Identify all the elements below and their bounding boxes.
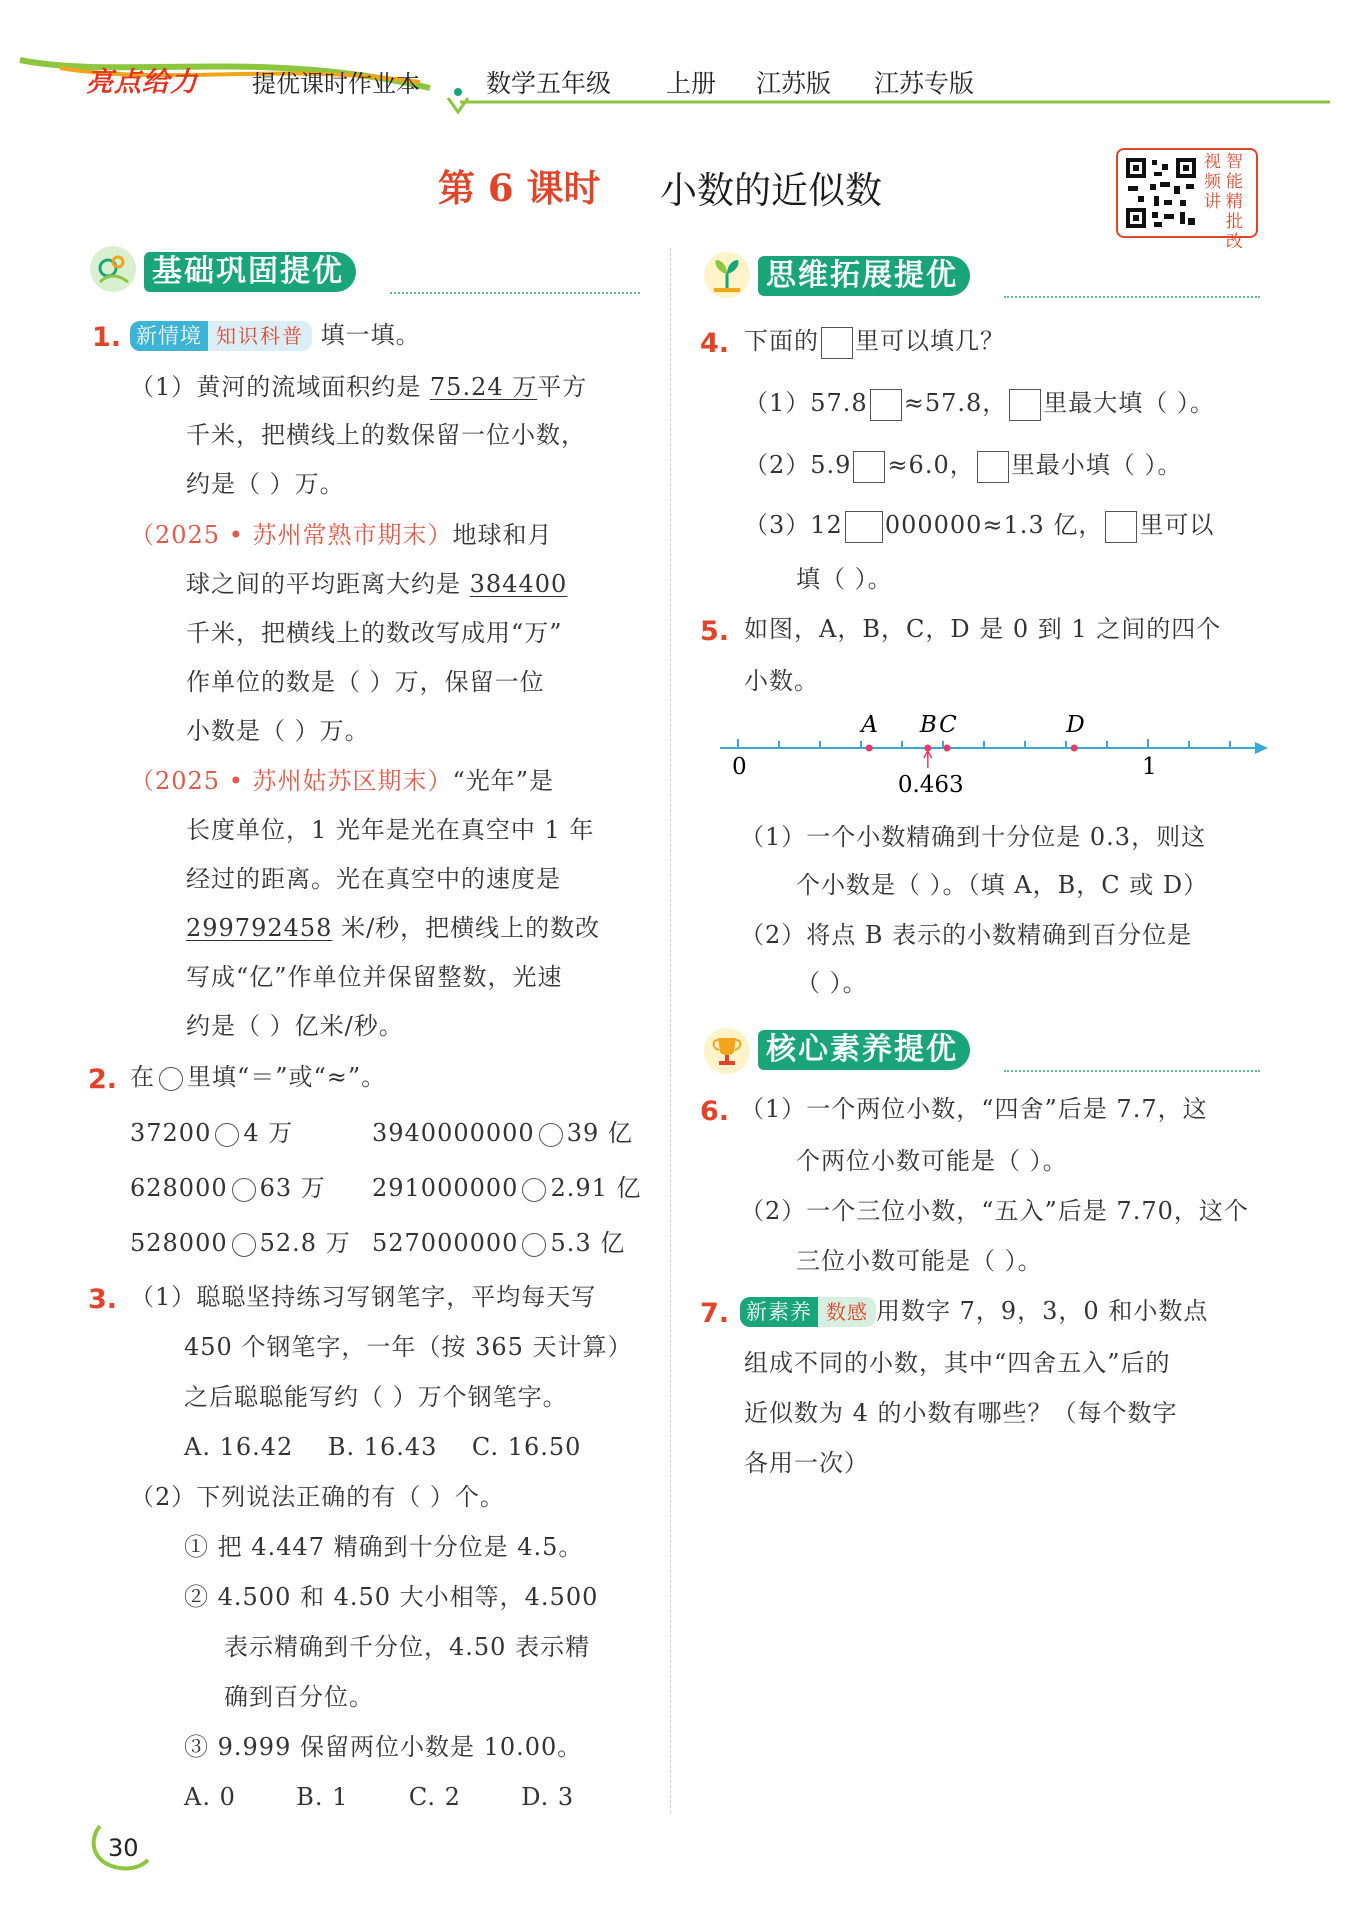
section-basic-rule [390, 292, 640, 294]
q5-part1-line2: 个小数是（ ）。（填 A，B，C 或 D） [796, 871, 1209, 899]
answer-box[interactable] [1105, 511, 1137, 543]
q7-line3: 近似数为 4 的小数有哪些？（每个数字 [744, 1399, 1178, 1427]
section-basic-title: 基础巩固提优 [144, 252, 356, 292]
number-line-point-label: D [1066, 712, 1085, 738]
answer-circle[interactable] [159, 1067, 183, 1091]
q1-part1-line1: （1）黄河的流域面积约是 75.24 万平方 [130, 373, 588, 401]
q3-part1-line3: 之后聪聪能写约（ ）万个钢笔字。 [184, 1383, 568, 1411]
number-line [720, 704, 1270, 814]
question-7-number: 7. [700, 1298, 730, 1329]
q4-part1: （1）57.8 ≈57.8， 里最大填（ ）。 [744, 388, 1215, 421]
q4-part3-line2: 填（ ）。 [796, 565, 893, 593]
number-line-point-label: C [939, 712, 957, 738]
lesson-number: 第 6 课时 [438, 166, 601, 210]
q1-part2-line2: 球之间的平均距离大约是 384400 [186, 570, 568, 598]
tag-new-literacy: 新素养 [740, 1297, 818, 1327]
number-line-point [866, 745, 873, 752]
q1-part3-line6: 约是（ ）亿米/秒。 [186, 1012, 404, 1040]
number-line-point [944, 745, 951, 752]
number-line-point-label: B [919, 712, 937, 738]
q7-line2: 组成不同的小数，其中“四舍五入”后的 [744, 1349, 1171, 1377]
qr-panel[interactable] [1116, 148, 1258, 252]
q2-row1-left: 37200 4 万 [130, 1119, 294, 1147]
q3-statement-1: ① 把 4.447 精确到十分位是 4.5。 [184, 1533, 584, 1561]
tag-knowledge: 知识科普 [208, 321, 312, 351]
q1-part3-line5: 写成“亿”作单位并保留整数，光速 [186, 963, 563, 991]
question-2-prompt: 在 里填“＝”或“≈”。 [130, 1063, 387, 1091]
section-thinking-rule [1004, 296, 1260, 298]
sprout-icon [704, 252, 750, 298]
answer-box[interactable] [845, 511, 883, 543]
seedling-gear-icon [90, 246, 136, 292]
q6-part2-line2: 三位小数可能是（ ）。 [796, 1247, 1043, 1275]
question-5-number: 5. [700, 616, 730, 647]
question-2-number: 2. [88, 1064, 118, 1095]
page-number: 30 [108, 1834, 139, 1862]
brand-title: 亮点给力 [86, 67, 198, 98]
answer-circle[interactable] [232, 1233, 256, 1257]
edition-label: 江苏版 [756, 69, 832, 98]
q1-part3-line1: （2025 • 苏州姑苏区期末）“光年”是 [130, 767, 555, 795]
q1-part1-line2: 千米，把横线上的数保留一位小数， [186, 421, 586, 449]
tag-number-sense: 数感 [818, 1297, 876, 1327]
q2-row3-right: 527000000 5.3 亿 [372, 1229, 626, 1257]
q7-line4: 各用一次） [744, 1449, 869, 1477]
qr-label-left: 视频讲 智能精批改 [1204, 152, 1243, 252]
answer-circle[interactable] [522, 1233, 546, 1257]
question-3-number: 3. [88, 1284, 118, 1315]
question-1-number: 1. [92, 322, 122, 353]
q5-part2-line2: （ ）。 [796, 969, 868, 997]
q3-statement-3: ③ 9.999 保留两位小数是 10.00。 [184, 1733, 583, 1761]
q1-part1-line3: 约是（ ）万。 [186, 470, 345, 498]
q5-part2-line1: （2）将点 B 表示的小数精确到百分位是 [740, 921, 1193, 949]
q2-row2-right: 291000000 2.91 亿 [372, 1174, 642, 1202]
special-label: 江苏专版 [874, 69, 975, 98]
question-4-prompt: 下面的 里可以填几？ [744, 326, 1005, 359]
question-6-number: 6. [700, 1096, 730, 1127]
question-1-prompt: 新情境 知识科普 填一填。 [130, 320, 421, 351]
q2-row3-left: 528000 52.8 万 [130, 1229, 351, 1257]
q7-line1: 新素养 数感 用数字 7，9，3，0 和小数点 [740, 1296, 1208, 1327]
q1-part3-line3: 经过的距离。光在真空中的速度是 [186, 865, 561, 893]
answer-box[interactable] [870, 389, 902, 421]
number-line-end-label: 1 [1142, 754, 1157, 780]
section-core-rule [1004, 1070, 1260, 1072]
q3-part2-options: A. 0 B. 1 C. 2 D. 3 [184, 1783, 575, 1811]
number-line-point-label: A [861, 712, 878, 738]
grade-label: 数学五年级 [486, 69, 612, 98]
q3-part1-line1: （1）聪聪坚持练习写钢笔字，平均每天写 [130, 1283, 597, 1311]
answer-box[interactable] [1009, 389, 1041, 421]
q1-part3-line2: 长度单位，1 光年是光在真空中 1 年 [186, 816, 595, 844]
q5-line1: 如图，A，B，C，D 是 0 到 1 之间的四个 [744, 615, 1222, 643]
series-title: 提优课时作业本 [252, 70, 420, 98]
q4-part3: （3）12 000000≈1.3 亿， 里可以 [744, 510, 1214, 543]
q5-part1-line1: （1）一个小数精确到十分位是 0.3，则这 [740, 823, 1207, 851]
section-thinking-title: 思维拓展提优 [758, 256, 970, 296]
column-divider [670, 248, 671, 1813]
qr-code-icon[interactable] [1124, 156, 1198, 230]
number-line-start-label: 0 [732, 754, 747, 780]
q3-part1-options: A. 16.42 B. 16.43 C. 16.50 [184, 1433, 582, 1461]
answer-box[interactable] [821, 327, 853, 359]
answer-circle[interactable] [232, 1178, 256, 1202]
q1-part3-line4: 299792458 米/秒，把横线上的数改 [186, 914, 601, 942]
q3-statement-2-line1: ② 4.500 和 4.50 大小相等，4.500 [184, 1583, 599, 1611]
q2-row2-left: 628000 63 万 [130, 1174, 326, 1202]
volume-label: 上册 [666, 69, 717, 98]
trophy-icon [704, 1028, 750, 1074]
answer-circle[interactable] [539, 1123, 563, 1147]
section-core-title: 核心素养提优 [758, 1030, 970, 1070]
number-line-arrow [1255, 742, 1268, 754]
q6-part2-line1: （2）一个三位小数，“五入”后是 7.70，这个 [740, 1197, 1249, 1225]
answer-circle[interactable] [522, 1178, 546, 1202]
q3-part1-line2: 450 个钢笔字，一年（按 365 天计算） [184, 1333, 633, 1361]
number-line-point [1071, 745, 1078, 752]
q6-part1-line2: 个两位小数可能是（ ）。 [796, 1147, 1068, 1175]
q3-statement-2-line3: 确到百分位。 [224, 1683, 374, 1711]
question-4-number: 4. [700, 328, 730, 359]
q1-part2-line1: （2025 • 苏州常熟市期末）地球和月 [130, 521, 553, 549]
lesson-title: 小数的近似数 [660, 169, 882, 212]
q3-part2-line1: （2）下列说法正确的有（ ）个。 [130, 1483, 505, 1511]
q5-line2: 小数。 [744, 667, 819, 695]
q3-statement-2-line2: 表示精确到千分位，4.50 表示精 [224, 1633, 591, 1661]
q1-part2-line4: 作单位的数是（ ）万，保留一位 [186, 668, 545, 696]
q2-row1-right: 3940000000 39 亿 [372, 1119, 633, 1147]
q4-part2: （2）5.9 ≈6.0， 里最小填（ ）。 [744, 450, 1182, 483]
answer-box[interactable] [853, 451, 885, 483]
q1-part2-line5: 小数是（ ）万。 [186, 717, 370, 745]
answer-box[interactable] [977, 451, 1009, 483]
answer-circle[interactable] [215, 1123, 239, 1147]
q6-part1-line1: （1）一个两位小数，“四舍”后是 7.7，这 [740, 1095, 1208, 1123]
q1-part2-line3: 千米，把横线上的数改写成用“万” [186, 619, 563, 647]
tag-new-context: 新情境 [130, 321, 208, 351]
number-line-mark-label: 0.463 [897, 772, 964, 798]
